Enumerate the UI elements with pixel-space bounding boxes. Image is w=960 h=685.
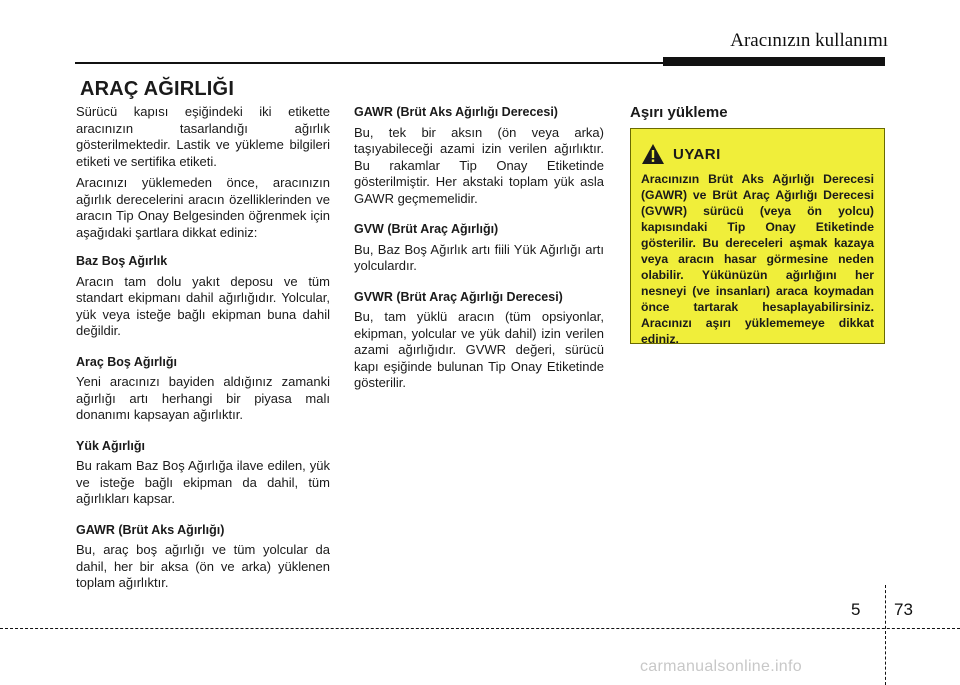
warning-triangle-icon (641, 143, 665, 165)
warning-text: Aracınızın Brüt Aks Ağırlığı Derecesi (GAWR) ve Brüt Araç Ağırlığı Derecesi (GVWR) sürücü (veya ön yolcu) kapısındaki Tip Onay Etiketinde gösterilir. Bu dereceleri aşmak kazaya veya aracın hasar görmesine neden olabilir. Yükünüzün ağırlığını her nesneyi (ve insanları) araca koymadan önce tartarak hesaplayabilirsiniz. Aracınızı aşırı yüklememeye dikkat ediniz. (641, 172, 874, 346)
warning-box (630, 128, 885, 344)
intro-paragraph: Sürücü kapısı eşiğindeki iki etikette aracınızın tasarlandığı ağırlık gösterilmektedir. Lastik ve yükleme bilgileri etiketi ve sertifika etiketi. (76, 104, 330, 169)
heading-gawr-derecesi: GAWR (Brüt Aks Ağırlığı Derecesi) (354, 105, 558, 119)
text-gvwr: Bu, tam yüklü aracın (tüm opsiyonlar, ekipman, yolcular ve yük dahil) izin verilen azami ağırlığıdır. GVWR değeri, sürücü kapı eşiğinde bulunan Tip Onay Etiketinde gösterilir. (354, 309, 604, 390)
heading-baz-bos-agirlik: Baz Boş Ağırlık (76, 254, 168, 268)
chapter-number: 5 (851, 600, 861, 619)
heading-gawr: GAWR (Brüt Aks Ağırlığı) (76, 522, 225, 537)
subheading-asiri-yukleme: Aşırı yükleme (630, 104, 728, 121)
heading-yuk-agirligi: Yük Ağırlığı (76, 438, 145, 453)
page-number: 73 (894, 600, 913, 619)
footer-rule (0, 628, 960, 629)
warning-label: UYARI (673, 145, 721, 163)
running-header-title: Aracınızın kullanımı (730, 30, 888, 51)
section-title: ARAÇ AĞIRLIĞI (80, 78, 235, 100)
text-baz-bos-agirlik: Aracın tam dolu yakıt deposu ve tüm standart ekipmanı dahil ağırlığıdır. Yolcular, yük veya isteğe bağlı ekipman buna dahil değildir. (76, 273, 330, 338)
heading-gvw: GVW (Brüt Araç Ağırlığı) (354, 222, 499, 236)
header-rule (75, 62, 663, 64)
column-middle (354, 104, 604, 397)
text-gvw: Bu, Baz Boş Ağırlık artı fiili Yük Ağırlığı artı yolculardır. (354, 241, 604, 273)
column-left (76, 104, 330, 597)
text-yuk-agirligi: Bu rakam Baz Boş Ağırlığa ilave edilen, yük ve isteğe bağlı ekipman da dahil, tüm ağırlıkları kapsar. (76, 458, 330, 506)
footer-divider (885, 585, 886, 685)
text-gawr-derecesi: Bu, tek bir aksın (ön veya arka) taşıyabileceği azami izin verilen ağırlıktır. Bu rakamlar Tip Onay Etiketinde gösterilmiştir. Her akstaki toplam yük asla GAWR geçmemelidir. (354, 124, 604, 206)
watermark: carmanualsonline.info (640, 658, 802, 675)
warning-header (641, 143, 874, 165)
header-rule-bar (663, 57, 885, 66)
text-arac-bos-agirligi: Yeni aracınızı bayiden aldığınız zamanki ağırlığı artı herhangi bir piyasa malı donanımı kapsayan ağırlıktır. (76, 374, 330, 422)
intro-paragraph-2: Aracınızı yüklemeden önce, aracınızın ağırlık derecelerini aracın özelliklerinden ve aracın Tip Onay Belgesinden öğrenmek için aşağıdaki şartlara dikkat ediniz: (76, 175, 330, 240)
text-gawr: Bu, araç boş ağırlığı ve tüm yolcular da dahil, her bir aksa (ön ve arka) yüklenen toplam ağırlıktır. (76, 542, 330, 590)
heading-arac-bos-agirligi: Araç Boş Ağırlığı (76, 354, 177, 369)
heading-gvwr: GVWR (Brüt Araç Ağırlığı Derecesi) (354, 289, 563, 304)
